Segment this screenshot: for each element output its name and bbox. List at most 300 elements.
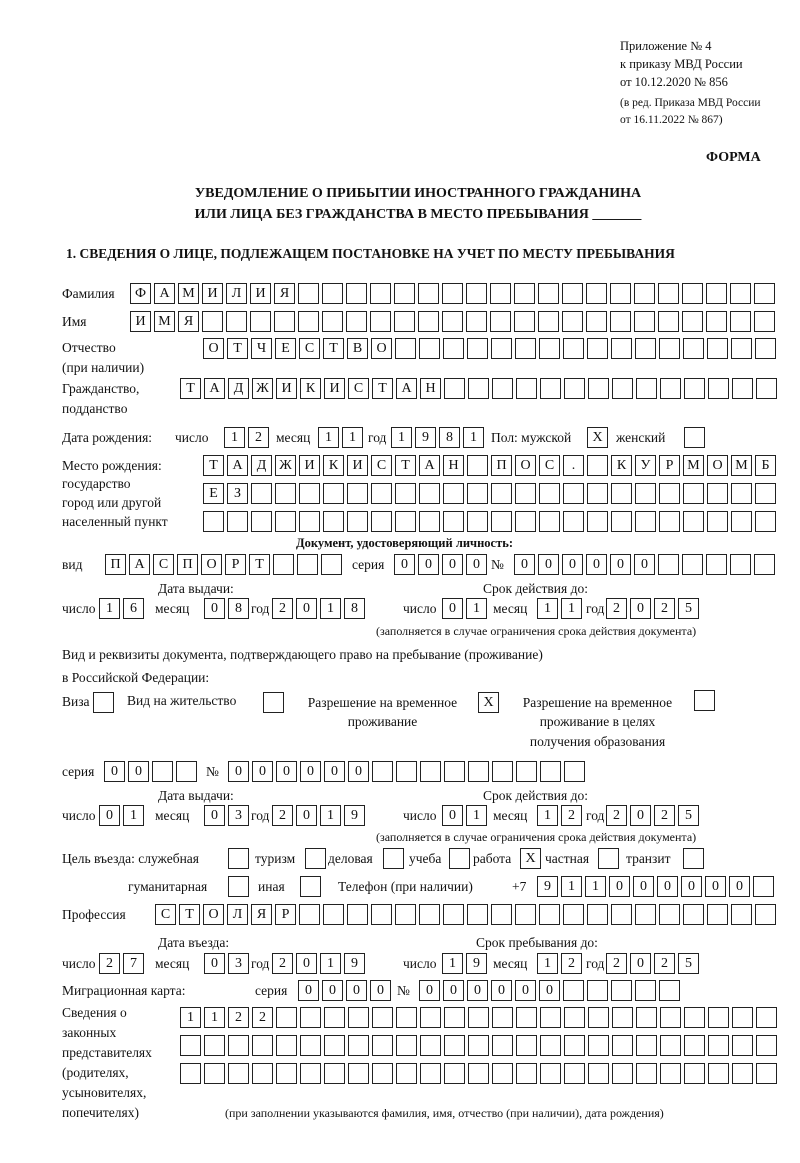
char-cell[interactable]: Я (178, 311, 199, 332)
char-cell[interactable] (732, 1063, 753, 1084)
char-cell[interactable] (444, 1007, 465, 1028)
char-cell[interactable]: 0 (515, 980, 536, 1001)
char-cell[interactable] (371, 483, 392, 504)
char-cell[interactable]: 0 (562, 554, 583, 575)
char-cell[interactable]: 9 (344, 953, 365, 974)
char-cell[interactable] (347, 483, 368, 504)
char-cell[interactable] (635, 483, 656, 504)
char-cell[interactable]: 7 (123, 953, 144, 974)
char-cell[interactable]: П (105, 554, 126, 575)
char-cell[interactable]: Н (420, 378, 441, 399)
char-cell[interactable] (252, 1063, 273, 1084)
sex-female-checkbox[interactable] (684, 427, 705, 448)
char-cell[interactable]: 1 (99, 598, 120, 619)
char-cell[interactable] (755, 904, 776, 925)
entry-day[interactable] (99, 953, 144, 974)
char-cell[interactable] (754, 554, 775, 575)
char-cell[interactable] (707, 904, 728, 925)
stay-valid-year[interactable] (606, 805, 699, 826)
char-cell[interactable]: 0 (630, 598, 651, 619)
char-cell[interactable] (299, 904, 320, 925)
migration-series-field[interactable] (298, 980, 391, 1001)
char-cell[interactable] (323, 904, 344, 925)
char-cell[interactable]: У (635, 455, 656, 476)
char-cell[interactable] (180, 1035, 201, 1056)
char-cell[interactable]: 0 (633, 876, 654, 897)
char-cell[interactable]: 1 (585, 876, 606, 897)
char-cell[interactable]: И (276, 378, 297, 399)
char-cell[interactable]: Б (755, 455, 776, 476)
entry-month[interactable] (204, 953, 249, 974)
char-cell[interactable] (514, 283, 535, 304)
char-cell[interactable]: С (348, 378, 369, 399)
char-cell[interactable]: 1 (342, 427, 363, 448)
char-cell[interactable]: С (371, 455, 392, 476)
char-cell[interactable] (731, 483, 752, 504)
char-cell[interactable]: 3 (228, 805, 249, 826)
char-cell[interactable]: К (611, 455, 632, 476)
char-cell[interactable]: Л (226, 283, 247, 304)
char-cell[interactable]: 0 (514, 554, 535, 575)
char-cell[interactable]: 9 (344, 805, 365, 826)
char-cell[interactable] (515, 511, 536, 532)
char-cell[interactable] (707, 338, 728, 359)
char-cell[interactable]: А (396, 378, 417, 399)
char-cell[interactable]: 1 (537, 953, 558, 974)
char-cell[interactable] (204, 1063, 225, 1084)
id-valid-year[interactable] (606, 598, 699, 619)
char-cell[interactable] (228, 1063, 249, 1084)
char-cell[interactable] (251, 511, 272, 532)
char-cell[interactable] (660, 1035, 681, 1056)
char-cell[interactable] (732, 378, 753, 399)
char-cell[interactable]: 0 (348, 761, 369, 782)
char-cell[interactable]: Т (323, 338, 344, 359)
char-cell[interactable] (684, 1035, 705, 1056)
char-cell[interactable] (732, 1035, 753, 1056)
char-cell[interactable] (635, 904, 656, 925)
char-cell[interactable]: 0 (104, 761, 125, 782)
surname-field[interactable] (130, 283, 775, 304)
char-cell[interactable]: 2 (654, 953, 675, 974)
char-cell[interactable] (756, 1035, 777, 1056)
char-cell[interactable] (370, 283, 391, 304)
char-cell[interactable] (707, 511, 728, 532)
char-cell[interactable]: 1 (391, 427, 412, 448)
char-cell[interactable]: Т (180, 378, 201, 399)
id-issued-year[interactable] (272, 598, 365, 619)
char-cell[interactable]: 0 (296, 953, 317, 974)
char-cell[interactable]: 2 (561, 805, 582, 826)
char-cell[interactable] (492, 1007, 513, 1028)
char-cell[interactable]: О (371, 338, 392, 359)
char-cell[interactable] (467, 338, 488, 359)
char-cell[interactable]: 0 (491, 980, 512, 1001)
char-cell[interactable]: 2 (654, 598, 675, 619)
char-cell[interactable] (394, 283, 415, 304)
char-cell[interactable] (323, 483, 344, 504)
char-cell[interactable] (418, 283, 439, 304)
char-cell[interactable]: 0 (630, 805, 651, 826)
char-cell[interactable] (658, 554, 679, 575)
char-cell[interactable] (420, 1035, 441, 1056)
char-cell[interactable] (708, 378, 729, 399)
id-number-field[interactable] (514, 554, 775, 575)
char-cell[interactable] (706, 554, 727, 575)
profession-field[interactable] (155, 904, 776, 925)
char-cell[interactable] (731, 904, 752, 925)
char-cell[interactable] (347, 511, 368, 532)
char-cell[interactable] (611, 980, 632, 1001)
char-cell[interactable] (348, 1063, 369, 1084)
char-cell[interactable] (444, 378, 465, 399)
char-cell[interactable]: 0 (394, 554, 415, 575)
sex-male-checkbox[interactable]: X (587, 427, 608, 448)
char-cell[interactable] (730, 283, 751, 304)
char-cell[interactable]: 0 (128, 761, 149, 782)
char-cell[interactable]: Е (275, 338, 296, 359)
char-cell[interactable]: 1 (320, 805, 341, 826)
char-cell[interactable] (298, 311, 319, 332)
char-cell[interactable] (635, 511, 656, 532)
char-cell[interactable] (419, 338, 440, 359)
char-cell[interactable] (418, 311, 439, 332)
birth-month-field[interactable] (318, 427, 363, 448)
char-cell[interactable] (753, 876, 774, 897)
char-cell[interactable] (612, 1063, 633, 1084)
char-cell[interactable] (587, 511, 608, 532)
char-cell[interactable] (252, 1035, 273, 1056)
char-cell[interactable] (612, 1035, 633, 1056)
char-cell[interactable] (564, 1007, 585, 1028)
char-cell[interactable] (682, 554, 703, 575)
char-cell[interactable] (492, 1035, 513, 1056)
char-cell[interactable] (324, 1007, 345, 1028)
char-cell[interactable]: О (203, 338, 224, 359)
char-cell[interactable] (514, 311, 535, 332)
char-cell[interactable] (443, 338, 464, 359)
char-cell[interactable] (322, 311, 343, 332)
char-cell[interactable]: А (129, 554, 150, 575)
char-cell[interactable]: 0 (346, 980, 367, 1001)
char-cell[interactable] (754, 283, 775, 304)
char-cell[interactable]: О (515, 455, 536, 476)
char-cell[interactable] (466, 311, 487, 332)
char-cell[interactable] (346, 311, 367, 332)
id-kind-field[interactable] (105, 554, 342, 575)
char-cell[interactable] (324, 1035, 345, 1056)
char-cell[interactable] (492, 1063, 513, 1084)
char-cell[interactable] (444, 1035, 465, 1056)
char-cell[interactable] (660, 378, 681, 399)
char-cell[interactable]: К (300, 378, 321, 399)
char-cell[interactable]: 2 (606, 598, 627, 619)
id-series-field[interactable] (394, 554, 487, 575)
char-cell[interactable] (611, 904, 632, 925)
char-cell[interactable]: 5 (678, 598, 699, 619)
char-cell[interactable]: И (250, 283, 271, 304)
char-cell[interactable]: И (130, 311, 151, 332)
char-cell[interactable] (636, 1035, 657, 1056)
char-cell[interactable]: Д (251, 455, 272, 476)
char-cell[interactable]: И (347, 455, 368, 476)
char-cell[interactable]: О (203, 904, 224, 925)
char-cell[interactable] (707, 483, 728, 504)
char-cell[interactable]: 0 (204, 598, 225, 619)
char-cell[interactable] (540, 1063, 561, 1084)
stay-issued-month[interactable] (204, 805, 249, 826)
char-cell[interactable] (611, 511, 632, 532)
citizenship-field[interactable] (180, 378, 777, 399)
char-cell[interactable] (683, 338, 704, 359)
char-cell[interactable]: 0 (442, 598, 463, 619)
char-cell[interactable] (634, 283, 655, 304)
char-cell[interactable]: Т (249, 554, 270, 575)
char-cell[interactable] (491, 511, 512, 532)
birth-day-field[interactable] (224, 427, 269, 448)
char-cell[interactable] (371, 511, 392, 532)
char-cell[interactable] (420, 1007, 441, 1028)
birthplace-row-3[interactable] (203, 511, 776, 532)
char-cell[interactable] (323, 511, 344, 532)
char-cell[interactable]: 0 (419, 980, 440, 1001)
stay-number-field[interactable] (228, 761, 585, 782)
char-cell[interactable]: 0 (609, 876, 630, 897)
char-cell[interactable]: 1 (320, 953, 341, 974)
char-cell[interactable] (395, 338, 416, 359)
char-cell[interactable] (396, 761, 417, 782)
stay-until-year[interactable] (606, 953, 699, 974)
char-cell[interactable]: 0 (681, 876, 702, 897)
char-cell[interactable]: 1 (466, 805, 487, 826)
char-cell[interactable] (395, 511, 416, 532)
char-cell[interactable] (396, 1063, 417, 1084)
char-cell[interactable]: Р (225, 554, 246, 575)
char-cell[interactable] (251, 483, 272, 504)
char-cell[interactable]: 0 (418, 554, 439, 575)
char-cell[interactable]: 1 (204, 1007, 225, 1028)
char-cell[interactable]: 0 (539, 980, 560, 1001)
char-cell[interactable]: 0 (442, 805, 463, 826)
birth-year-field[interactable] (391, 427, 484, 448)
char-cell[interactable]: 2 (252, 1007, 273, 1028)
char-cell[interactable] (658, 311, 679, 332)
char-cell[interactable] (273, 554, 294, 575)
char-cell[interactable]: 1 (537, 598, 558, 619)
char-cell[interactable]: Р (275, 904, 296, 925)
char-cell[interactable]: Т (227, 338, 248, 359)
char-cell[interactable]: 6 (123, 598, 144, 619)
phone-field[interactable] (537, 876, 774, 897)
char-cell[interactable]: М (731, 455, 752, 476)
char-cell[interactable]: Т (372, 378, 393, 399)
char-cell[interactable]: 9 (466, 953, 487, 974)
char-cell[interactable]: М (178, 283, 199, 304)
char-cell[interactable] (659, 338, 680, 359)
char-cell[interactable] (563, 980, 584, 1001)
char-cell[interactable]: Т (203, 455, 224, 476)
char-cell[interactable]: Л (227, 904, 248, 925)
char-cell[interactable]: 8 (344, 598, 365, 619)
char-cell[interactable] (516, 1063, 537, 1084)
char-cell[interactable] (731, 511, 752, 532)
char-cell[interactable] (275, 483, 296, 504)
char-cell[interactable] (372, 1063, 393, 1084)
char-cell[interactable]: С (539, 455, 560, 476)
char-cell[interactable] (370, 311, 391, 332)
char-cell[interactable] (444, 1063, 465, 1084)
char-cell[interactable]: П (491, 455, 512, 476)
char-cell[interactable]: 0 (322, 980, 343, 1001)
char-cell[interactable]: 2 (606, 805, 627, 826)
char-cell[interactable] (563, 904, 584, 925)
char-cell[interactable] (563, 483, 584, 504)
char-cell[interactable]: О (201, 554, 222, 575)
char-cell[interactable]: З (227, 483, 248, 504)
char-cell[interactable]: . (563, 455, 584, 476)
char-cell[interactable] (588, 1007, 609, 1028)
char-cell[interactable]: И (202, 283, 223, 304)
char-cell[interactable] (443, 511, 464, 532)
char-cell[interactable] (564, 761, 585, 782)
char-cell[interactable]: 2 (272, 805, 293, 826)
char-cell[interactable]: В (347, 338, 368, 359)
char-cell[interactable] (586, 311, 607, 332)
purpose-service-checkbox[interactable] (228, 848, 249, 869)
char-cell[interactable] (611, 338, 632, 359)
char-cell[interactable] (708, 1063, 729, 1084)
char-cell[interactable] (612, 1007, 633, 1028)
char-cell[interactable] (491, 338, 512, 359)
char-cell[interactable] (250, 311, 271, 332)
purpose-tourism-checkbox[interactable] (305, 848, 326, 869)
char-cell[interactable]: 0 (630, 953, 651, 974)
purpose-other-checkbox[interactable] (300, 876, 321, 897)
char-cell[interactable] (516, 1007, 537, 1028)
id-valid-day[interactable] (442, 598, 487, 619)
char-cell[interactable] (732, 1007, 753, 1028)
char-cell[interactable] (563, 338, 584, 359)
char-cell[interactable] (227, 511, 248, 532)
char-cell[interactable] (659, 511, 680, 532)
char-cell[interactable] (444, 761, 465, 782)
char-cell[interactable]: 3 (228, 953, 249, 974)
representatives-row-1[interactable] (180, 1007, 777, 1028)
char-cell[interactable] (587, 980, 608, 1001)
char-cell[interactable]: 0 (442, 554, 463, 575)
patronymic-field[interactable] (203, 338, 776, 359)
visa-checkbox[interactable] (93, 692, 114, 713)
char-cell[interactable]: 2 (654, 805, 675, 826)
char-cell[interactable] (682, 311, 703, 332)
char-cell[interactable] (275, 511, 296, 532)
char-cell[interactable]: Т (395, 455, 416, 476)
char-cell[interactable]: 2 (248, 427, 269, 448)
char-cell[interactable] (466, 283, 487, 304)
char-cell[interactable]: 8 (228, 598, 249, 619)
char-cell[interactable] (395, 904, 416, 925)
char-cell[interactable]: Н (443, 455, 464, 476)
char-cell[interactable] (348, 1007, 369, 1028)
char-cell[interactable] (276, 1063, 297, 1084)
stay-issued-day[interactable] (99, 805, 144, 826)
char-cell[interactable]: 0 (729, 876, 750, 897)
char-cell[interactable] (492, 378, 513, 399)
char-cell[interactable] (300, 1007, 321, 1028)
purpose-transit-checkbox[interactable] (683, 848, 704, 869)
char-cell[interactable] (420, 761, 441, 782)
char-cell[interactable]: И (299, 455, 320, 476)
char-cell[interactable] (516, 1035, 537, 1056)
char-cell[interactable] (515, 483, 536, 504)
char-cell[interactable] (538, 311, 559, 332)
char-cell[interactable] (659, 483, 680, 504)
id-issued-month[interactable] (204, 598, 249, 619)
char-cell[interactable]: 0 (204, 953, 225, 974)
char-cell[interactable] (371, 904, 392, 925)
char-cell[interactable] (467, 483, 488, 504)
char-cell[interactable] (299, 483, 320, 504)
char-cell[interactable] (396, 1035, 417, 1056)
char-cell[interactable]: 5 (678, 805, 699, 826)
char-cell[interactable]: 2 (228, 1007, 249, 1028)
char-cell[interactable] (492, 761, 513, 782)
char-cell[interactable]: 0 (276, 761, 297, 782)
purpose-work-checkbox[interactable]: X (520, 848, 541, 869)
representatives-row-3[interactable] (180, 1063, 777, 1084)
char-cell[interactable] (299, 511, 320, 532)
char-cell[interactable] (636, 378, 657, 399)
char-cell[interactable] (612, 378, 633, 399)
char-cell[interactable] (540, 378, 561, 399)
char-cell[interactable]: 0 (466, 554, 487, 575)
char-cell[interactable]: М (154, 311, 175, 332)
char-cell[interactable] (706, 283, 727, 304)
char-cell[interactable] (443, 483, 464, 504)
char-cell[interactable]: 0 (99, 805, 120, 826)
char-cell[interactable] (394, 311, 415, 332)
purpose-study-checkbox[interactable] (449, 848, 470, 869)
id-valid-month[interactable] (537, 598, 582, 619)
char-cell[interactable] (683, 904, 704, 925)
char-cell[interactable]: 5 (678, 953, 699, 974)
char-cell[interactable] (684, 1007, 705, 1028)
char-cell[interactable] (202, 311, 223, 332)
char-cell[interactable] (516, 761, 537, 782)
char-cell[interactable] (587, 904, 608, 925)
char-cell[interactable]: Я (274, 283, 295, 304)
char-cell[interactable] (539, 904, 560, 925)
char-cell[interactable] (515, 904, 536, 925)
char-cell[interactable] (347, 904, 368, 925)
char-cell[interactable]: 0 (296, 805, 317, 826)
purpose-business-checkbox[interactable] (383, 848, 404, 869)
char-cell[interactable] (634, 311, 655, 332)
stay-issued-year[interactable] (272, 805, 365, 826)
char-cell[interactable] (683, 511, 704, 532)
char-cell[interactable] (276, 1035, 297, 1056)
char-cell[interactable] (468, 1035, 489, 1056)
char-cell[interactable] (468, 1007, 489, 1028)
char-cell[interactable] (276, 1007, 297, 1028)
char-cell[interactable]: С (155, 904, 176, 925)
char-cell[interactable] (346, 283, 367, 304)
char-cell[interactable]: 1 (537, 805, 558, 826)
char-cell[interactable]: 1 (561, 598, 582, 619)
char-cell[interactable] (635, 980, 656, 1001)
char-cell[interactable] (324, 1063, 345, 1084)
char-cell[interactable] (515, 338, 536, 359)
